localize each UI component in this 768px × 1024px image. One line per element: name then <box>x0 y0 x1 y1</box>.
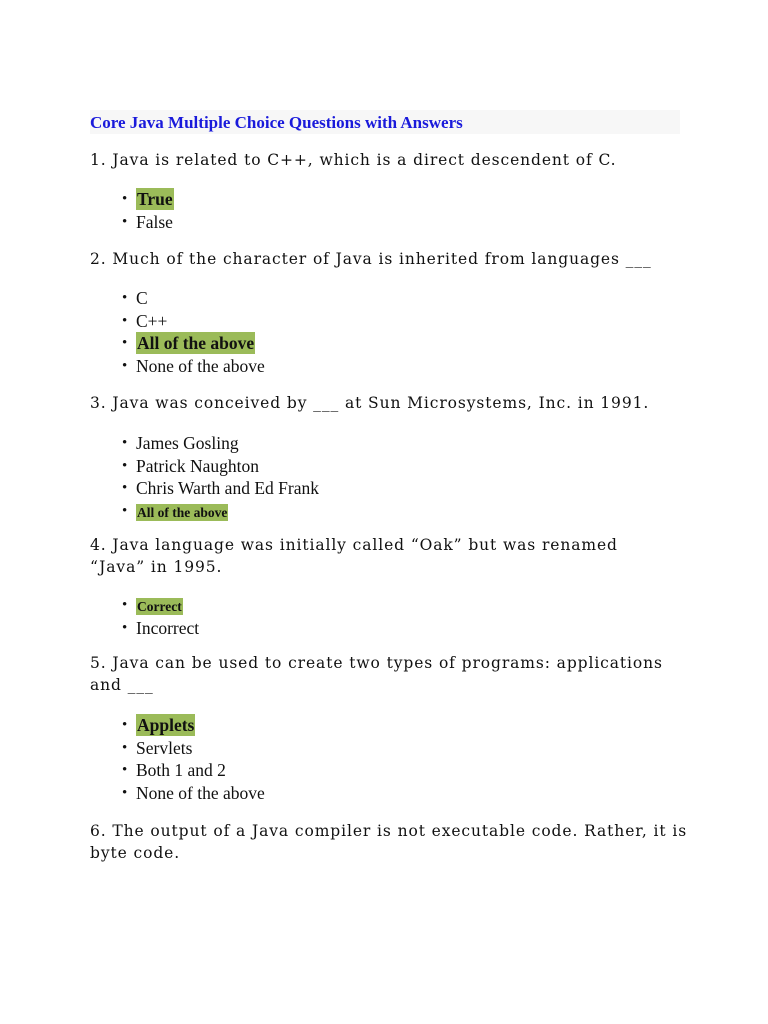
option-true <box>122 188 174 211</box>
option-applets <box>122 714 265 737</box>
correct-answer: True <box>137 189 173 209</box>
question-1-options <box>122 188 174 233</box>
option-false: • False <box>122 211 174 234</box>
question-4-options <box>122 594 199 639</box>
correct-answer: All of the above <box>137 504 228 520</box>
question-3: 3. Java was conceived by ___ at Sun Microsystems, Inc. in 1991. <box>90 394 650 412</box>
option-all <box>122 500 319 523</box>
page-title: Core Java Multiple Choice Questions with Answers <box>90 113 463 132</box>
question-1: 1. Java is related to C++, which is a direct descendent of C. <box>90 151 617 169</box>
option-c: • C <box>122 287 265 310</box>
question-6: 6. The output of a Java compiler is not executable code. Rather, it is byte code. <box>90 822 688 862</box>
correct-answer: All of the above <box>137 333 255 354</box>
question-5: 5. Java can be used to create two types of programs: applications and ___ <box>90 654 663 694</box>
question-3-options <box>122 432 319 522</box>
option-none: • None of the above <box>122 355 265 378</box>
option-cpp: • C++ <box>122 310 265 333</box>
option-warth-frank: • Chris Warth and Ed Frank <box>122 477 319 500</box>
option-naughton: • Patrick Naughton <box>122 455 319 478</box>
question-2-options <box>122 287 265 377</box>
option-none: • None of the above <box>122 782 265 805</box>
correct-answer: Applets <box>137 715 195 735</box>
option-both: • Both 1 and 2 <box>122 759 265 782</box>
option-servlets: • Servlets <box>122 737 265 760</box>
option-incorrect: • Incorrect <box>122 617 199 640</box>
option-all <box>122 332 265 355</box>
correct-answer: Correct <box>137 599 182 614</box>
option-gosling: • James Gosling <box>122 432 319 455</box>
question-4: 4. Java language was initially called “Oak” but was renamed “Java” in 1995. <box>90 536 618 576</box>
question-5-options <box>122 714 265 804</box>
option-correct <box>122 594 199 617</box>
question-2: 2. Much of the character of Java is inherited from languages ___ <box>90 250 652 268</box>
